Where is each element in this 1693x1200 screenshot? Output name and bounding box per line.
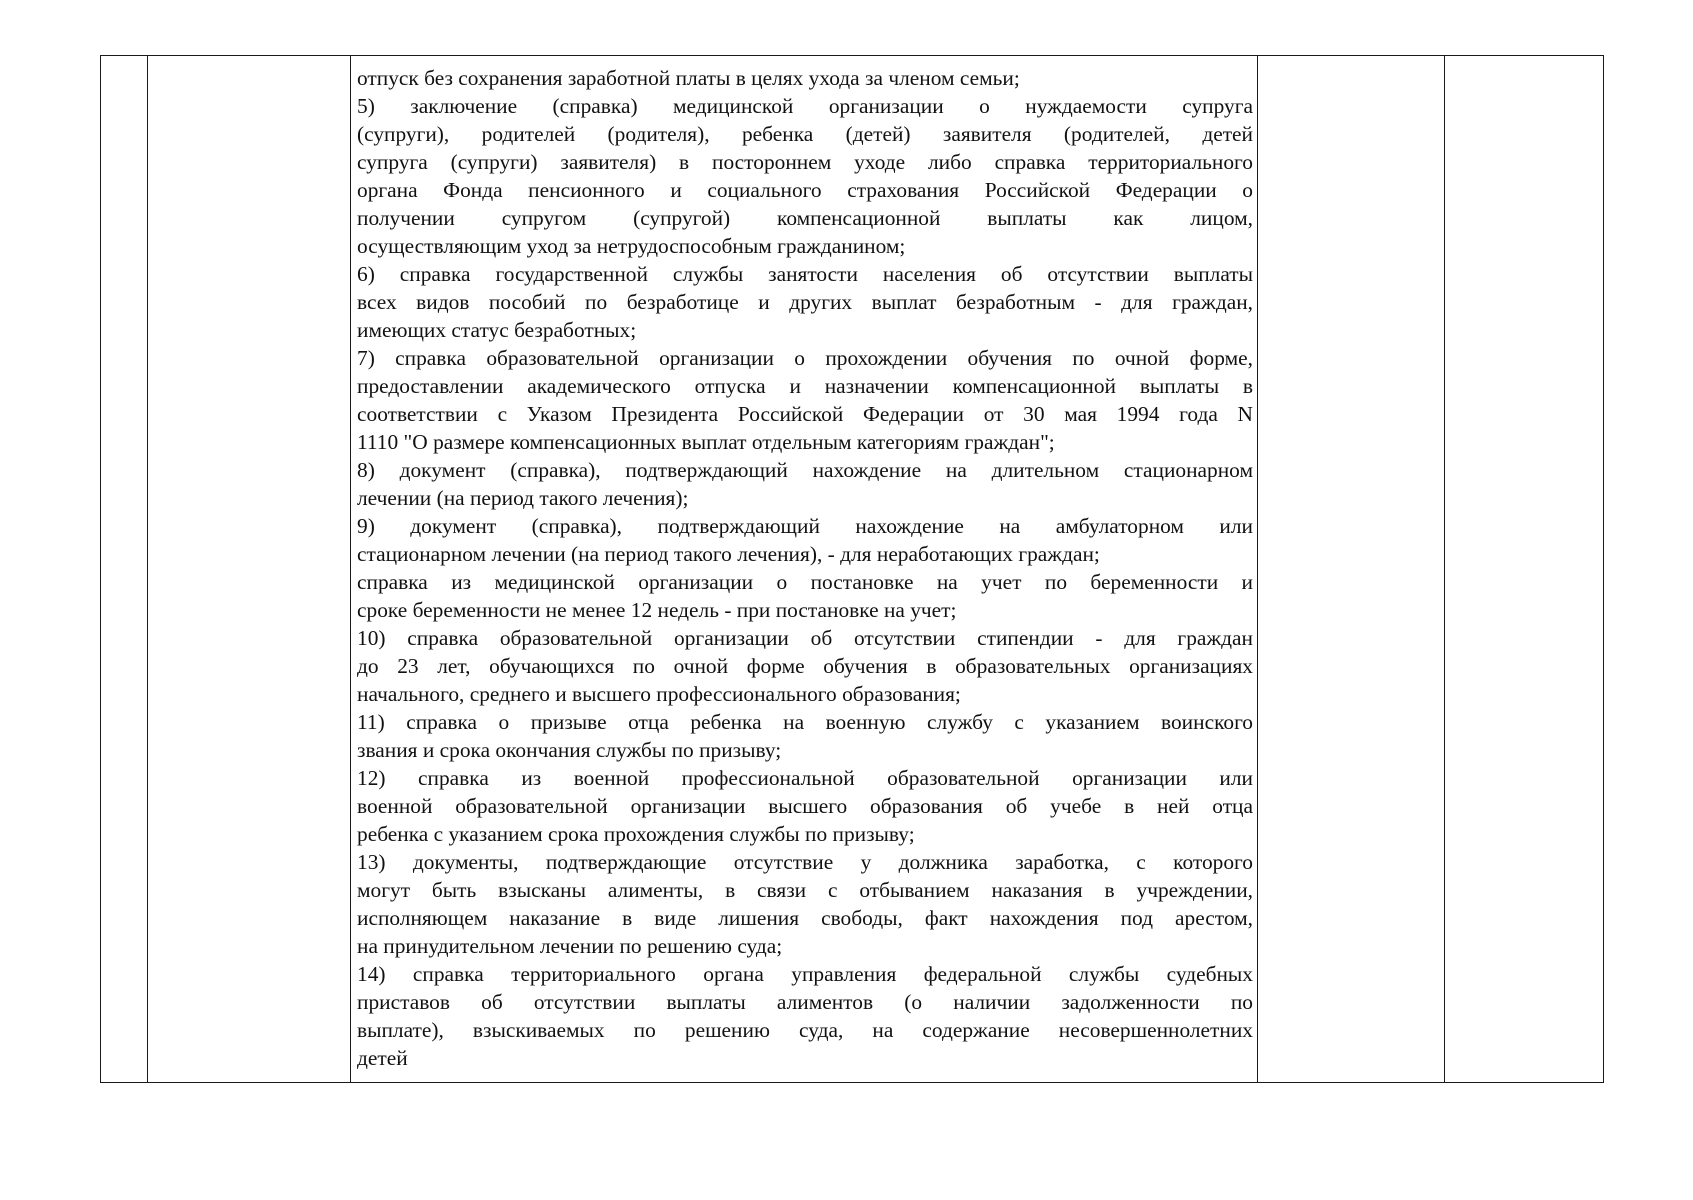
document-text-line: 9) документ (справка), подтверждающий нахождение на амбулаторном или — [357, 514, 1253, 538]
document-text-line: лечении (на период такого лечения); — [357, 486, 689, 510]
table-cell-extra-1 — [1258, 56, 1445, 1083]
document-text-line: начального, среднего и высшего профессионального образования; — [357, 682, 961, 706]
document-text-line: супруга (супруги) заявителя) в постороннем уходе либо справка территориального — [357, 150, 1253, 174]
table-row — [101, 56, 1604, 1083]
document-text-line: 7) справка образовательной организации о прохождении обучения по очной форме, — [357, 346, 1253, 370]
document-text-line: осуществляющим уход за нетрудоспособным гражданином; — [357, 234, 906, 258]
document-text-line: исполняющем наказание в виде лишения свободы, факт нахождения под арестом, — [357, 906, 1253, 930]
document-table — [100, 55, 1604, 1083]
documents-list-text — [357, 64, 1253, 1072]
document-text-line: справка из медицинской организации о постановке на учет по беременности и — [357, 570, 1253, 594]
document-text-line: отпуск без сохранения заработной платы в целях ухода за членом семьи; — [357, 66, 1020, 90]
document-text-line: 11) справка о призыве отца ребенка на военную службу с указанием воинского — [357, 710, 1253, 734]
document-text-line: детей — [357, 1046, 408, 1070]
document-text-line: (супруги), родителей (родителя), ребенка (детей) заявителя (родителей, детей — [357, 122, 1253, 146]
document-text-line: 14) справка территориального органа управления федеральной службы судебных — [357, 962, 1253, 986]
table-cell-number — [101, 56, 148, 1083]
document-text-line: 5) заключение (справка) медицинской организации о нуждаемости супруга — [357, 94, 1253, 118]
document-text-line: 12) справка из военной профессиональной образовательной организации или — [357, 766, 1253, 790]
document-text-line: 8) документ (справка), подтверждающий нахождение на длительном стационарном — [357, 458, 1253, 482]
document-text-line: могут быть взысканы алименты, в связи с отбыванием наказания в учреждении, — [357, 878, 1253, 902]
document-text-line: военной образовательной организации высшего образования об учебе в ней отца — [357, 794, 1253, 818]
document-text-line: 13) документы, подтверждающие отсутствие у должника заработка, с которого — [357, 850, 1253, 874]
document-text-line: сроке беременности не менее 12 недель - при постановке на учет; — [357, 598, 957, 622]
document-text-line: выплате), взыскиваемых по решению суда, на содержание несовершеннолетних — [357, 1018, 1253, 1042]
document-text-line: 6) справка государственной службы занятости населения об отсутствии выплаты — [357, 262, 1253, 286]
document-text-line: предоставлении академического отпуска и назначении компенсационной выплаты в — [357, 374, 1253, 398]
document-text-line: на принудительном лечении по решению суда; — [357, 934, 783, 958]
document-text-line: 1110 "О размере компенсационных выплат отдельным категориям граждан"; — [357, 430, 1055, 454]
table-cell-name — [148, 56, 351, 1083]
document-text-line: звания и срока окончания службы по призыву; — [357, 738, 782, 762]
document-text-line: приставов об отсутствии выплаты алиментов (о наличии задолженности по — [357, 990, 1253, 1014]
document-text-line: имеющих статус безработных; — [357, 318, 637, 342]
document-text-line: органа Фонда пенсионного и социального страхования Российской Федерации о — [357, 178, 1253, 202]
document-text-line: соответствии с Указом Президента Российской Федерации от 30 мая 1994 года N — [357, 402, 1253, 426]
document-text-line: всех видов пособий по безработице и других выплат безработным - для граждан, — [357, 290, 1253, 314]
table-cell-extra-2 — [1445, 56, 1604, 1083]
document-text-line: 10) справка образовательной организации об отсутствии стипендии - для граждан — [357, 626, 1253, 650]
document-text-line: получении супругом (супругой) компенсационной выплаты как лицом, — [357, 206, 1253, 230]
table-cell-documents — [351, 56, 1258, 1083]
document-text-line: стационарном лечении (на период такого лечения), - для неработающих граждан; — [357, 542, 1100, 566]
document-text-line: ребенка с указанием срока прохождения службы по призыву; — [357, 822, 915, 846]
document-text-line: до 23 лет, обучающихся по очной форме обучения в образовательных организациях — [357, 654, 1253, 678]
